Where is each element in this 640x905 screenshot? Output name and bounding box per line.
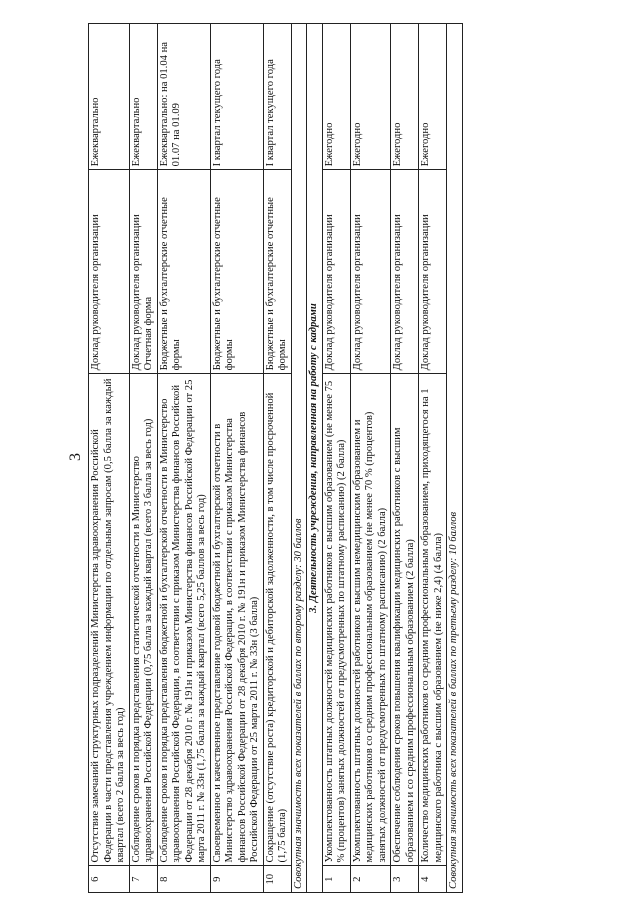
period-text: Ежеквартально (89, 24, 130, 170)
indicator-text: Отсутствие замечаний структурных подразделений Министерства здравоохранения Российской Федерации в части представления учреждением информации по отдельным запросам (0,5 балла за каждый квартал (всего 2 балла за весь год) (89, 374, 130, 866)
table-row (391, 24, 419, 893)
source-text: Доклад руководителя организации (350, 170, 391, 374)
row-number: 2 (350, 866, 391, 893)
indicator-text: Укомплектованность штатных должностей медицинских работников с высшим образованием (не менее 75 % (процентов) занятых должностей от предусмотренных по штатному расписанию) (2 балла) (322, 374, 350, 866)
source-text: Доклад руководителя организации Отчетная форма (129, 170, 157, 374)
period-text: Ежеквартально (129, 24, 157, 170)
table-row (263, 24, 291, 893)
indicator-text: Обеспечение соблюдения сроков повышения квалификации медицинских работников с высшим образованием и со средним профессиональным образованием (2 балла) (391, 374, 419, 866)
period-text: Ежегодно (419, 24, 447, 170)
source-text: Доклад руководителя организации (391, 170, 419, 374)
period-text: I квартал текущего года (210, 24, 263, 170)
indicator-text: Соблюдение сроков и порядка представления бюджетной и бухгалтерской отчетности в Министерство здравоохранения Российской Федерации, в соответствии с приказом Министерства финансов Российской Федерации от 28 декабря 2010 г. № 191н и приказом Министерства финансов Российской Федерации от 25 марта 2011 г. № 33н (1,75 балла за каждый квартал (всего 5,25 баллов за весь год) (157, 374, 210, 866)
table-row (129, 24, 157, 893)
table-row (419, 24, 447, 893)
row-number: 7 (129, 866, 157, 893)
source-text: Бюджетные и бухгалтерские отчетные формы (210, 170, 263, 374)
section-3-title: 3. Деятельность учреждения, направленная на работу с кадрами (307, 24, 323, 893)
row-number: 4 (419, 866, 447, 893)
indicator-text: Укомплектованность штатных должностей работников с высшим немедицинским образованием и медицинских работников со средним профессиональным образованием (не менее 70 % (процентов) занятых должностей от предусмотренных по штатному расписанию) (2 балла) (350, 374, 391, 866)
source-text: Бюджетные и бухгалтерские отчетные формы (263, 170, 291, 374)
source-text: Доклад руководителя организации (322, 170, 350, 374)
period-text: Ежеквартально: на 01.04 на 01.07 на 01.09 (157, 24, 210, 170)
rotated-table-container (88, 23, 628, 893)
period-text: Ежегодно (391, 24, 419, 170)
row-number: 6 (89, 866, 130, 893)
indicator-text: Сокращение (отсутствие роста) кредиторской и дебиторской задолженности, в том числе просроченной (1,75 балла) (263, 374, 291, 866)
row-number: 1 (322, 866, 350, 893)
section-2-total-row (291, 24, 307, 893)
section-3-header-row (307, 24, 323, 893)
indicator-text: Своевременное и качественное представление годовой бюджетной и бухгалтерской отчетности в Министерство здравоохранения Российской Федерации, в соответствии с приказом Министерства финансов Российской Федерации от 28 декабря 2010 г. № 191н и приказом Министерства финансов Российской Федерации от 25 марта 2011 г. № 33н (3 балла) (210, 374, 263, 866)
section-3-total-row (447, 24, 463, 893)
row-number: 10 (263, 866, 291, 893)
period-text: Ежегодно (322, 24, 350, 170)
row-number: 9 (210, 866, 263, 893)
table-row (210, 24, 263, 893)
indicators-table (88, 23, 463, 893)
period-text: I квартал текущего года (263, 24, 291, 170)
period-text: Ежегодно (350, 24, 391, 170)
indicator-text: Количество медицинских работников со средним профессиональным образованием, приходящегося на 1 медицинского работника с высшим образованием (не ниже 2,4) (4 балла) (419, 374, 447, 866)
row-number: 3 (391, 866, 419, 893)
table-row (322, 24, 350, 893)
table-row (89, 24, 130, 893)
source-text: Доклад руководителя организации (89, 170, 130, 374)
section-2-total: Совокупная значимость всех показателей в баллах по второму разделу: 30 баллов (291, 24, 307, 893)
row-number: 8 (157, 866, 210, 893)
source-text: Бюджетные и бухгалтерские отчетные формы (157, 170, 210, 374)
section-3-total: Совокупная значимость всех показателей в баллах по третьему разделу: 10 баллов (447, 24, 463, 893)
source-text: Доклад руководителя организации (419, 170, 447, 374)
table-row (157, 24, 210, 893)
page-number: 3 (67, 453, 84, 461)
table-row (350, 24, 391, 893)
indicator-text: Соблюдение сроков и порядка представления статистической отчетности в Министерство здравоохранения Российской Федерации (0,75 балла за каждый квартал (всего 3 балла за весь год) (129, 374, 157, 866)
